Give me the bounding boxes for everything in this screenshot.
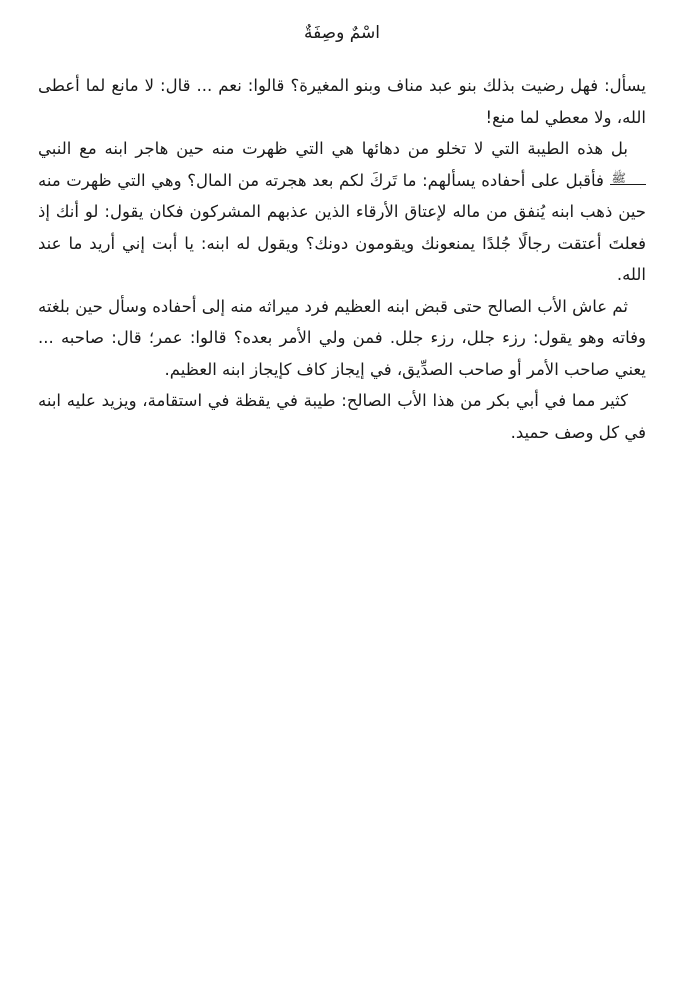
paragraph-2: [38, 133, 646, 291]
paragraph-2-text-before: بل هذه الطيبة التي لا تخلو من دهائها هي التي ظهرت منه حين هاجر ابنه مع النبي: [38, 139, 628, 158]
paragraph-2-text-after: فأقبل على أحفاده يسألهم: ما تَركَ لكم بعد هجرته من المال؟ وهي التي ظهرت منه حين ذهب ابنه يُنفق من ماله لإعتاق الأرقاء الذين عذبهم المشركون فكان يقول: لو أنك إذ فعلتَ أعتقت رجالًا جُلدًا يمنعونك ويقومون دونك؟ ويقول له ابنه: يا أبت إني أريد ما عند الله.: [38, 170, 646, 284]
paragraph-4: كثير مما في أبي بكر من هذا الأب الصالح: طيبة في يقظة في استقامة، ويزيد عليه ابنه في كل وصف حميد.: [38, 391, 646, 442]
paragraph-3: ثم عاش الأب الصالح حتى قبض ابنه العظيم فرد ميراثه منه إلى أحفاده وسأل حين بلغته وفاته وهو يقول: رزء جلل، رزء جلل. فمن ولي الأمر بعده؟ قالوا: عمر؛ قال: صاحبه ... يعني صاحب الأمر أو صاحب الصدِّيق، في إيجاز كاف كإيجاز ابنه العظيم.: [38, 296, 646, 379]
page-title: اسْمٌ وصِفَةٌ: [303, 23, 381, 43]
body-text: [38, 70, 646, 448]
paragraph-1: يسأل: فهل رضيت بذلك بنو عبد مناف وبنو المغيرة؟ قالوا: نعم ... قال: لا مانع لما أعطى الله، ولا معطي لما منع!: [38, 76, 646, 127]
honorific-symbol: ﷺ: [610, 172, 647, 185]
